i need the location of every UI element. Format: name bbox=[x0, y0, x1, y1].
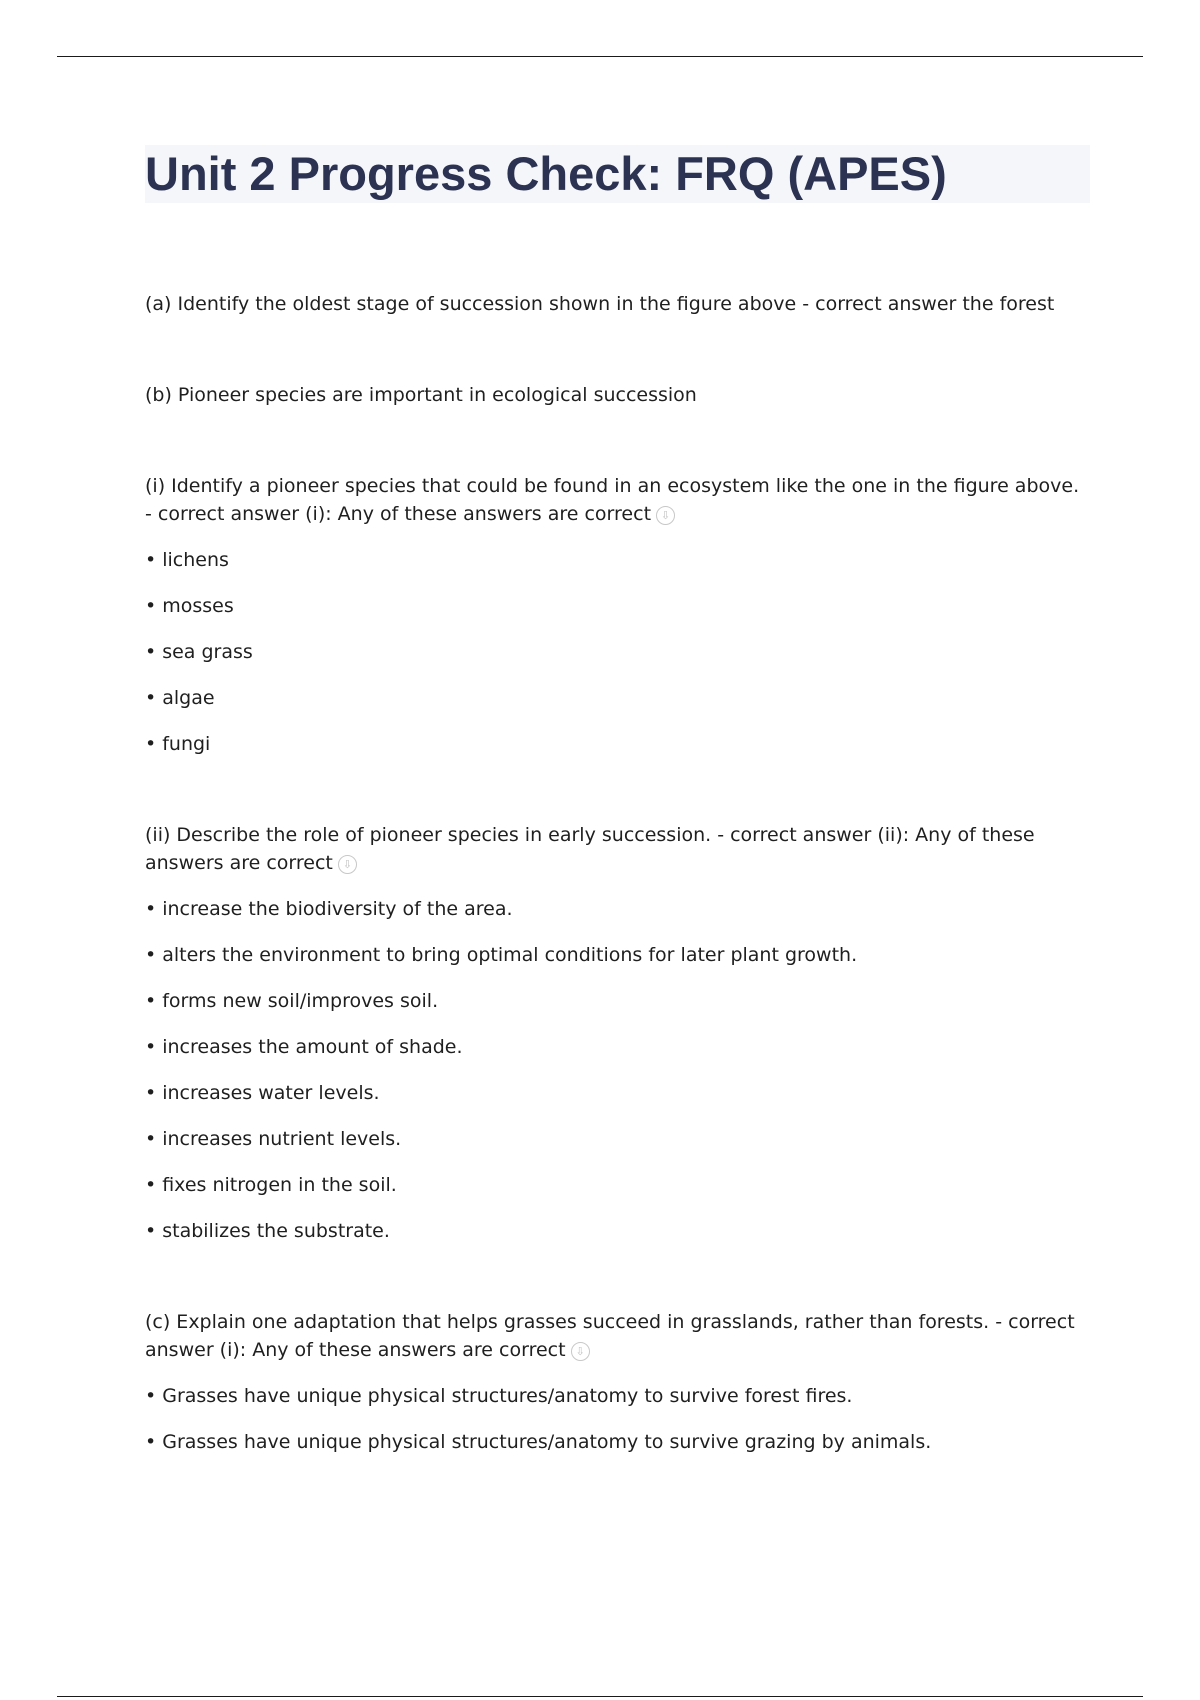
list-item: • lichens bbox=[145, 546, 1090, 574]
question-b bbox=[145, 381, 1090, 409]
question-b-ii-text: (ii) Describe the role of pioneer species in early succession. - correct answer (ii): Any of these answers are correct bbox=[145, 824, 1035, 874]
list-item: • Grasses have unique physical structures/anatomy to survive grazing by animals. bbox=[145, 1428, 1090, 1456]
question-b-ii bbox=[145, 821, 1090, 877]
list-item: • algae bbox=[145, 684, 1090, 712]
list-item: • mosses bbox=[145, 592, 1090, 620]
list-item: • alters the environment to bring optimal conditions for later plant growth. bbox=[145, 941, 1090, 969]
footer-rule bbox=[57, 1696, 1143, 1697]
header-rule bbox=[57, 56, 1143, 57]
list-item: • stabilizes the substrate. bbox=[145, 1217, 1090, 1245]
question-c bbox=[145, 1308, 1090, 1364]
list-item: • increases nutrient levels. bbox=[145, 1125, 1090, 1153]
question-a bbox=[145, 290, 1090, 318]
list-item: • increases the amount of shade. bbox=[145, 1033, 1090, 1061]
answer-list-b-i bbox=[145, 546, 1090, 758]
answer-list-c bbox=[145, 1382, 1090, 1456]
circled-down-arrow-icon: ⇩ bbox=[656, 506, 675, 525]
list-item: • increase the biodiversity of the area. bbox=[145, 895, 1090, 923]
page-title: Unit 2 Progress Check: FRQ (APES) bbox=[145, 147, 947, 200]
question-a-text: (a) Identify the oldest stage of succession shown in the figure above - correct answer the forest bbox=[145, 293, 1055, 315]
list-item: • Grasses have unique physical structures/anatomy to survive forest fires. bbox=[145, 1382, 1090, 1410]
list-item: • increases water levels. bbox=[145, 1079, 1090, 1107]
list-item: • fungi bbox=[145, 730, 1090, 758]
question-b-text: (b) Pioneer species are important in ecological succession bbox=[145, 384, 697, 406]
question-c-text: (c) Explain one adaptation that helps grasses succeed in grasslands, rather than forests. - correct answer (i): Any of these answers are correct bbox=[145, 1311, 1075, 1361]
document-body bbox=[145, 290, 1090, 1456]
list-item: • forms new soil/improves soil. bbox=[145, 987, 1090, 1015]
list-item: • fixes nitrogen in the soil. bbox=[145, 1171, 1090, 1199]
question-b-i-text: (i) Identify a pioneer species that could be found in an ecosystem like the one in the figure above. - correct answer (i): Any of these answers are correct bbox=[145, 475, 1080, 525]
circled-down-arrow-icon: ⇩ bbox=[338, 855, 357, 874]
circled-down-arrow-icon: ⇩ bbox=[571, 1342, 590, 1361]
list-item: • sea grass bbox=[145, 638, 1090, 666]
question-b-i bbox=[145, 472, 1090, 528]
answer-list-b-ii bbox=[145, 895, 1090, 1245]
